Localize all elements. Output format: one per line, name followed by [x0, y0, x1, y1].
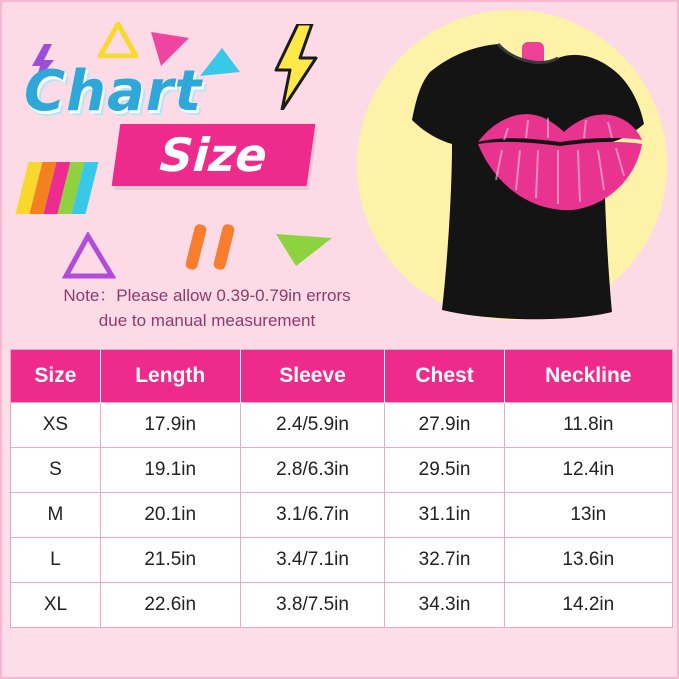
- cell-length: 17.9in: [100, 403, 240, 448]
- note-line-1: Note：Please allow 0.39-0.79in errors: [63, 286, 351, 305]
- cell-length: 22.6in: [100, 583, 240, 628]
- cell-sleeve: 3.4/7.1in: [240, 538, 385, 583]
- table-header-neckline: Neckline: [504, 350, 672, 403]
- triangle-green-icon: [274, 230, 336, 275]
- table-row: [11, 403, 672, 448]
- table-header-length: Length: [100, 350, 240, 403]
- table-header-sleeve: Sleeve: [240, 350, 385, 403]
- cell-sleeve: 2.8/6.3in: [240, 448, 385, 493]
- cell-neckline: 13.6in: [504, 538, 672, 583]
- cell-length: 20.1in: [100, 493, 240, 538]
- cell-length: 19.1in: [100, 448, 240, 493]
- title-block: [24, 59, 324, 186]
- cell-size: L: [11, 538, 100, 583]
- size-table: [10, 349, 673, 628]
- table-row: [11, 538, 672, 583]
- cell-neckline: 13in: [504, 493, 672, 538]
- tshirt-illustration: [372, 20, 662, 335]
- measurement-note: [12, 284, 402, 333]
- triangle-outline-purple-icon: [62, 232, 116, 285]
- header-art-area: [2, 2, 677, 347]
- cell-size: XL: [11, 583, 100, 628]
- cell-sleeve: 2.4/5.9in: [240, 403, 385, 448]
- orange-dash-2-icon: [210, 224, 240, 275]
- cell-length: 21.5in: [100, 538, 240, 583]
- note-line-2: due to manual measurement: [98, 310, 316, 330]
- table-row: [11, 448, 672, 493]
- table-header-chest: Chest: [385, 350, 504, 403]
- orange-dash-1-icon: [182, 224, 212, 275]
- cell-size: M: [11, 493, 100, 538]
- table-header-size: Size: [11, 350, 100, 403]
- cell-sleeve: 3.1/6.7in: [240, 493, 385, 538]
- title-chart-word: Chart: [24, 59, 203, 124]
- table-row: [11, 583, 672, 628]
- title-size-band: [112, 124, 316, 186]
- cell-chest: 27.9in: [385, 403, 504, 448]
- cell-chest: 32.7in: [385, 538, 504, 583]
- cell-neckline: 14.2in: [504, 583, 672, 628]
- cell-neckline: 12.4in: [504, 448, 672, 493]
- table-row: [11, 493, 672, 538]
- cell-size: XS: [11, 403, 100, 448]
- triangle-yellow-icon: [98, 22, 138, 63]
- cell-size: S: [11, 448, 100, 493]
- title-size-word: Size: [158, 128, 269, 182]
- cell-neckline: 11.8in: [504, 403, 672, 448]
- cell-chest: 29.5in: [385, 448, 504, 493]
- cell-chest: 34.3in: [385, 583, 504, 628]
- table-header-row: [11, 350, 672, 403]
- cell-sleeve: 3.8/7.5in: [240, 583, 385, 628]
- cell-chest: 31.1in: [385, 493, 504, 538]
